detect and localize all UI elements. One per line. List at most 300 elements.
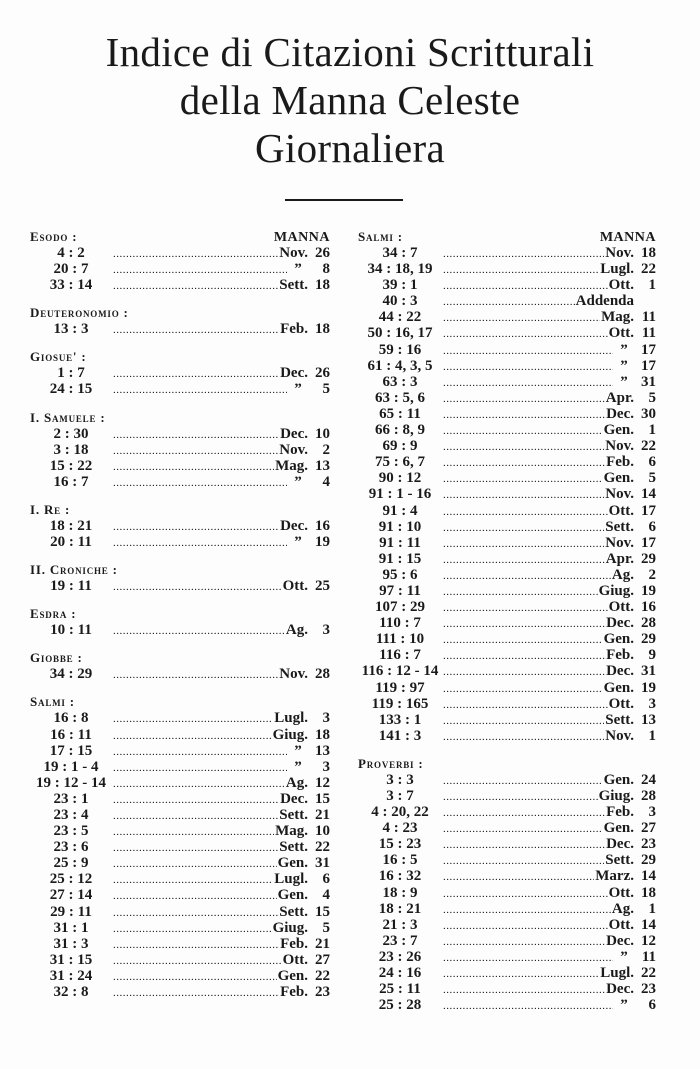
scripture-reference: 20 : 7 bbox=[53, 261, 89, 278]
index-section bbox=[30, 606, 330, 638]
dot-leader bbox=[113, 278, 278, 294]
scripture-reference: 23 : 5 bbox=[53, 823, 89, 840]
index-section bbox=[30, 229, 330, 293]
book-name: Salmi : bbox=[30, 694, 75, 710]
manna-day: 5 bbox=[322, 919, 330, 936]
manna-column-label: MANNA bbox=[599, 230, 656, 245]
manna-month: Feb. bbox=[280, 984, 308, 1000]
index-row bbox=[358, 486, 656, 502]
manna-month: Lugl. bbox=[600, 261, 634, 278]
scripture-reference: 10 : 11 bbox=[50, 622, 92, 639]
index-section bbox=[30, 694, 330, 1000]
index-row bbox=[30, 321, 330, 337]
index-row bbox=[30, 775, 330, 791]
manna-month: Feb. bbox=[280, 321, 308, 338]
scripture-reference: 97 : 11 bbox=[379, 582, 421, 599]
book-name: Proverbi : bbox=[358, 755, 424, 771]
scripture-reference: 23 : 4 bbox=[53, 806, 89, 823]
dot-leader bbox=[113, 744, 287, 760]
book-name: Deuteronomio : bbox=[30, 305, 129, 321]
index-row bbox=[30, 622, 330, 638]
dot-leader bbox=[443, 487, 604, 503]
book-name: II. Croniche : bbox=[30, 562, 118, 578]
manna-day: 2 bbox=[648, 566, 656, 583]
scripture-reference: 31 : 24 bbox=[49, 967, 93, 984]
scripture-reference: 66 : 8, 9 bbox=[375, 422, 425, 439]
dot-leader bbox=[113, 808, 278, 824]
right-column bbox=[358, 229, 656, 1025]
section-header bbox=[30, 349, 330, 365]
manna-day: 17 bbox=[641, 341, 656, 358]
dot-leader bbox=[443, 934, 605, 950]
scripture-reference: 24 : 16 bbox=[378, 965, 422, 982]
manna-month: Ott. bbox=[608, 277, 634, 294]
manna-day: 17 bbox=[641, 357, 656, 374]
title-line-1: Indice di Citazioni Scritturali bbox=[105, 29, 595, 75]
manna-day: 14 bbox=[641, 868, 656, 885]
scripture-reference: 4 : 23 bbox=[382, 820, 418, 837]
manna-day: 5 bbox=[648, 470, 656, 487]
dot-leader bbox=[113, 459, 274, 475]
scripture-reference: 63 : 3 bbox=[382, 373, 418, 390]
manna-month: ” bbox=[294, 742, 302, 759]
manna-month: Ott. bbox=[608, 599, 634, 616]
manna-month: ” bbox=[620, 357, 628, 374]
index-section bbox=[30, 562, 330, 594]
dot-leader bbox=[113, 667, 278, 683]
manna-month: Giug. bbox=[598, 788, 634, 804]
manna-month: ” bbox=[294, 758, 302, 775]
index-row bbox=[30, 261, 330, 277]
scripture-reference: 23 : 7 bbox=[382, 932, 418, 949]
manna-day: 6 bbox=[648, 518, 656, 535]
scripture-reference: 133 : 1 bbox=[378, 711, 422, 728]
scripture-reference: 91 : 1 - 16 bbox=[368, 486, 432, 503]
manna-day: 15 bbox=[315, 903, 330, 920]
scripture-reference: 18 : 9 bbox=[382, 884, 418, 901]
manna-month: Giug. bbox=[272, 726, 308, 743]
dot-leader bbox=[443, 262, 599, 278]
manna-day: 22 bbox=[641, 261, 656, 278]
manna-month: Apr. bbox=[605, 389, 634, 406]
scripture-reference: 31 : 3 bbox=[53, 935, 89, 952]
scripture-reference: 4 : 2 bbox=[57, 245, 85, 261]
manna-month: Dec. bbox=[280, 365, 308, 382]
section-header bbox=[30, 305, 330, 321]
manna-day: 13 bbox=[641, 711, 656, 728]
index-row bbox=[358, 454, 656, 470]
manna-month: Gen. bbox=[603, 820, 634, 837]
index-row bbox=[358, 901, 656, 917]
dot-leader bbox=[443, 568, 611, 584]
manna-month: ” bbox=[294, 381, 302, 398]
index-row bbox=[358, 277, 656, 293]
dot-leader bbox=[113, 623, 285, 639]
index-row bbox=[30, 871, 330, 887]
dot-leader bbox=[113, 535, 287, 551]
title-divider bbox=[285, 199, 403, 201]
manna-day: 11 bbox=[641, 309, 656, 326]
index-row bbox=[358, 438, 656, 454]
manna-month: Dec. bbox=[606, 836, 634, 853]
section-header bbox=[30, 229, 330, 245]
dot-leader bbox=[443, 504, 608, 520]
scripture-reference: 59 : 16 bbox=[378, 341, 422, 358]
manna-day: 17 bbox=[641, 534, 656, 551]
index-row bbox=[30, 759, 330, 775]
manna-month: Nov. bbox=[605, 486, 634, 503]
dot-leader bbox=[113, 937, 279, 953]
scripture-reference: 16 : 8 bbox=[53, 710, 89, 727]
scripture-reference: 110 : 7 bbox=[379, 615, 421, 632]
index-row bbox=[30, 743, 330, 759]
manna-month: Gen. bbox=[603, 679, 634, 696]
scripture-reference: 3 : 3 bbox=[386, 771, 414, 788]
book-name: Esodo : bbox=[30, 229, 78, 244]
dot-leader bbox=[443, 407, 605, 423]
index-row bbox=[358, 583, 656, 599]
manna-month: ” bbox=[620, 341, 628, 358]
scripture-reference: 91 : 15 bbox=[378, 550, 422, 567]
manna-month: Sett. bbox=[605, 852, 634, 869]
index-row bbox=[358, 728, 656, 744]
index-row bbox=[30, 458, 330, 474]
manna-day: 3 bbox=[322, 710, 330, 727]
manna-month: Marz. bbox=[595, 868, 634, 885]
left-column bbox=[30, 229, 330, 1012]
index-row bbox=[30, 904, 330, 920]
manna-month: Ott. bbox=[608, 884, 634, 901]
scripture-reference: 116 : 7 bbox=[379, 647, 421, 664]
manna-day: 6 bbox=[322, 871, 330, 888]
index-row bbox=[358, 470, 656, 486]
scripture-reference: 39 : 1 bbox=[382, 277, 418, 294]
dot-leader bbox=[443, 773, 603, 789]
dot-leader bbox=[443, 616, 605, 632]
dot-leader bbox=[113, 427, 279, 443]
dot-leader bbox=[443, 869, 594, 885]
dot-leader bbox=[113, 888, 277, 904]
dot-leader bbox=[443, 886, 608, 902]
dot-leader bbox=[443, 552, 605, 568]
index-row bbox=[30, 855, 330, 871]
dot-leader bbox=[113, 905, 278, 921]
manna-month: Mag. bbox=[275, 823, 308, 840]
manna-month: Sett. bbox=[605, 711, 634, 728]
dot-leader bbox=[443, 632, 603, 648]
scripture-reference: 34 : 7 bbox=[382, 245, 418, 261]
dot-leader bbox=[113, 985, 279, 1001]
manna-month: Ott. bbox=[282, 578, 308, 595]
manna-day: 19 bbox=[641, 582, 656, 599]
manna-day: 3 bbox=[648, 804, 656, 821]
index-row bbox=[30, 936, 330, 952]
index-row bbox=[30, 534, 330, 550]
index-row bbox=[358, 981, 656, 997]
scripture-reference: 25 : 12 bbox=[49, 871, 93, 888]
manna-month: Sett. bbox=[279, 903, 308, 920]
scripture-reference: 20 : 11 bbox=[50, 534, 92, 551]
manna-day: 26 bbox=[315, 245, 330, 261]
manna-month: Feb. bbox=[606, 804, 634, 821]
manna-day: 16 bbox=[641, 599, 656, 616]
manna-day: 3 bbox=[648, 695, 656, 712]
scripture-reference: 19 : 1 - 4 bbox=[43, 758, 99, 775]
book-name: Giosue' : bbox=[30, 349, 87, 365]
manna-month: Nov. bbox=[605, 245, 634, 261]
dot-leader bbox=[113, 824, 274, 840]
manna-month: Gen. bbox=[277, 887, 308, 904]
manna-day: 1 bbox=[648, 900, 656, 917]
manna-month: Dec. bbox=[280, 425, 308, 442]
scripture-reference: 18 : 21 bbox=[378, 900, 422, 917]
dot-leader bbox=[443, 294, 575, 310]
manna-month: Giug. bbox=[272, 919, 308, 936]
index-row bbox=[358, 680, 656, 696]
manna-month: Sett. bbox=[279, 839, 308, 856]
index-row bbox=[358, 551, 656, 567]
index-row bbox=[358, 374, 656, 390]
dot-leader bbox=[443, 375, 613, 391]
scripture-reference: 40 : 3 bbox=[382, 293, 418, 310]
dot-leader bbox=[443, 837, 605, 853]
manna-day: 4 bbox=[322, 887, 330, 904]
scripture-reference: 69 : 9 bbox=[382, 438, 418, 455]
section-header bbox=[358, 229, 656, 245]
book-name: I. Samuele : bbox=[30, 409, 106, 425]
manna-month: Sett. bbox=[279, 806, 308, 823]
scripture-reference: 25 : 11 bbox=[379, 981, 421, 998]
manna-day: 22 bbox=[641, 438, 656, 455]
dot-leader bbox=[443, 998, 613, 1014]
manna-day: 30 bbox=[641, 405, 656, 422]
dot-leader bbox=[113, 728, 272, 744]
scripture-reference: 111 : 10 bbox=[375, 631, 425, 648]
manna-day: 23 bbox=[641, 981, 656, 998]
manna-day: 5 bbox=[322, 381, 330, 398]
manna-day: 29 bbox=[641, 852, 656, 869]
manna-month: Nov. bbox=[605, 534, 634, 551]
dot-leader bbox=[443, 982, 605, 998]
index-row bbox=[30, 277, 330, 293]
manna-month: ” bbox=[294, 534, 302, 551]
index-row bbox=[30, 920, 330, 936]
manna-day: 1 bbox=[648, 277, 656, 294]
scripture-reference: 25 : 28 bbox=[378, 997, 422, 1014]
dot-leader bbox=[113, 921, 272, 937]
index-row bbox=[358, 868, 656, 884]
manna-month: Mag. bbox=[275, 457, 308, 474]
index-section bbox=[30, 650, 330, 682]
scripture-reference: 44 : 22 bbox=[378, 309, 422, 326]
section-header bbox=[358, 756, 656, 772]
manna-month: Ag. bbox=[611, 566, 634, 583]
index-row bbox=[358, 712, 656, 728]
scripture-reference: 63 : 5, 6 bbox=[375, 389, 425, 406]
dot-leader bbox=[113, 969, 277, 985]
page-title bbox=[0, 28, 700, 172]
dot-leader bbox=[113, 953, 282, 969]
manna-day: 10 bbox=[315, 425, 330, 442]
manna-month: Sett. bbox=[279, 277, 308, 294]
manna-day: 18 bbox=[315, 277, 330, 294]
manna-day: 19 bbox=[315, 534, 330, 551]
scripture-reference: 107 : 29 bbox=[375, 599, 425, 616]
title-line-2: della Manna Celeste bbox=[179, 77, 521, 123]
index-row bbox=[358, 535, 656, 551]
section-header bbox=[30, 562, 330, 578]
manna-day: 27 bbox=[315, 951, 330, 968]
manna-day: 5 bbox=[648, 389, 656, 406]
dot-leader bbox=[113, 246, 278, 262]
scripture-reference: 16 : 5 bbox=[382, 852, 418, 869]
manna-month: Lugl. bbox=[274, 710, 308, 727]
manna-month: Gen. bbox=[603, 771, 634, 788]
manna-day: 17 bbox=[641, 502, 656, 519]
dot-leader bbox=[113, 711, 273, 727]
manna-month: Feb. bbox=[606, 647, 634, 664]
index-row bbox=[358, 820, 656, 836]
dot-leader bbox=[113, 322, 279, 338]
index-row bbox=[30, 727, 330, 743]
manna-month: Ott. bbox=[608, 695, 634, 712]
scripture-reference: 23 : 1 bbox=[53, 790, 89, 807]
dot-leader bbox=[443, 391, 605, 407]
dot-leader bbox=[443, 697, 608, 713]
dot-leader bbox=[443, 805, 605, 821]
scripture-reference: 141 : 3 bbox=[378, 727, 422, 744]
dot-leader bbox=[443, 310, 600, 326]
index-row bbox=[358, 949, 656, 965]
index-row bbox=[358, 358, 656, 374]
manna-month: Ott. bbox=[608, 325, 634, 342]
dot-leader bbox=[443, 439, 604, 455]
manna-day: 2 bbox=[322, 441, 330, 458]
dot-leader bbox=[443, 326, 608, 342]
manna-day: 26 bbox=[315, 365, 330, 382]
dot-leader bbox=[443, 664, 605, 680]
manna-day: 10 bbox=[315, 823, 330, 840]
title-line-3: Giornaliera bbox=[255, 125, 445, 171]
manna-column-label: MANNA bbox=[273, 230, 330, 245]
index-row bbox=[358, 422, 656, 438]
scripture-reference: 16 : 7 bbox=[53, 473, 89, 490]
dot-leader bbox=[443, 713, 604, 729]
manna-month: Gen. bbox=[277, 967, 308, 984]
index-row bbox=[358, 615, 656, 631]
section-header bbox=[30, 694, 330, 710]
manna-month: Mag. bbox=[601, 309, 634, 326]
book-name: Esdra : bbox=[30, 606, 77, 622]
index-row bbox=[358, 965, 656, 981]
manna-month: Ag. bbox=[611, 900, 634, 917]
manna-day: 3 bbox=[322, 622, 330, 639]
dot-leader bbox=[443, 821, 603, 837]
dot-leader bbox=[443, 520, 604, 536]
scripture-reference: 95 : 6 bbox=[382, 566, 418, 583]
manna-month: Dec. bbox=[606, 663, 634, 680]
scripture-reference: 61 : 4, 3, 5 bbox=[367, 357, 433, 374]
index-row bbox=[30, 666, 330, 682]
manna-day: 16 bbox=[315, 517, 330, 534]
index-row bbox=[358, 852, 656, 868]
index-row bbox=[358, 261, 656, 277]
manna-day: 4 bbox=[322, 473, 330, 490]
index-section bbox=[30, 502, 330, 550]
index-row bbox=[30, 710, 330, 726]
dot-leader bbox=[443, 455, 605, 471]
scripture-reference: 31 : 1 bbox=[53, 919, 89, 936]
manna-month: Dec. bbox=[606, 615, 634, 632]
scripture-reference: 65 : 11 bbox=[379, 405, 421, 422]
manna-month: Ott. bbox=[608, 916, 634, 933]
section-header bbox=[30, 606, 330, 622]
manna-month: Lugl. bbox=[274, 871, 308, 888]
dot-leader bbox=[113, 760, 287, 776]
index-row bbox=[358, 599, 656, 615]
manna-day: 29 bbox=[641, 631, 656, 648]
dot-leader bbox=[443, 246, 604, 262]
manna-day: 13 bbox=[315, 457, 330, 474]
manna-month: Dec. bbox=[606, 932, 634, 949]
manna-month: ” bbox=[294, 261, 302, 278]
book-name: I. Re : bbox=[30, 501, 71, 517]
dot-leader bbox=[443, 918, 608, 934]
manna-month: Gen. bbox=[603, 631, 634, 648]
dot-leader bbox=[443, 950, 613, 966]
index-row bbox=[358, 325, 656, 341]
scripture-reference: 1 : 7 bbox=[57, 365, 85, 382]
manna-month: Sett. bbox=[605, 518, 634, 535]
dot-leader bbox=[443, 471, 603, 487]
dot-leader bbox=[113, 519, 279, 535]
index-row bbox=[30, 968, 330, 984]
manna-month: ” bbox=[620, 373, 628, 390]
section-header bbox=[30, 502, 330, 518]
index-row bbox=[30, 245, 330, 261]
index-row bbox=[358, 933, 656, 949]
manna-day: 23 bbox=[315, 984, 330, 1000]
dot-leader bbox=[443, 536, 604, 552]
manna-day: 22 bbox=[315, 839, 330, 856]
manna-month: Addenda bbox=[575, 293, 634, 310]
manna-day: 8 bbox=[322, 261, 330, 278]
manna-month: Lugl. bbox=[600, 965, 634, 982]
manna-day: 27 bbox=[641, 820, 656, 837]
scripture-reference: 23 : 6 bbox=[53, 839, 89, 856]
scripture-reference: 16 : 32 bbox=[378, 868, 422, 885]
index-row bbox=[358, 917, 656, 933]
index-section bbox=[358, 229, 656, 744]
index-row bbox=[30, 823, 330, 839]
index-row bbox=[30, 578, 330, 594]
dot-leader bbox=[113, 579, 282, 595]
manna-day: 22 bbox=[315, 967, 330, 984]
manna-day: 1 bbox=[648, 422, 656, 439]
dot-leader bbox=[443, 600, 608, 616]
dot-leader bbox=[443, 343, 613, 359]
index-row bbox=[358, 696, 656, 712]
index-row bbox=[358, 342, 656, 358]
book-name: Salmi : bbox=[358, 229, 403, 244]
section-header bbox=[30, 410, 330, 426]
manna-day: 18 bbox=[315, 726, 330, 743]
scripture-reference: 15 : 22 bbox=[49, 457, 93, 474]
manna-month: Nov. bbox=[605, 438, 634, 455]
manna-day: 28 bbox=[315, 666, 330, 683]
dot-leader bbox=[443, 278, 608, 294]
scripture-reference: 75 : 6, 7 bbox=[375, 454, 425, 471]
